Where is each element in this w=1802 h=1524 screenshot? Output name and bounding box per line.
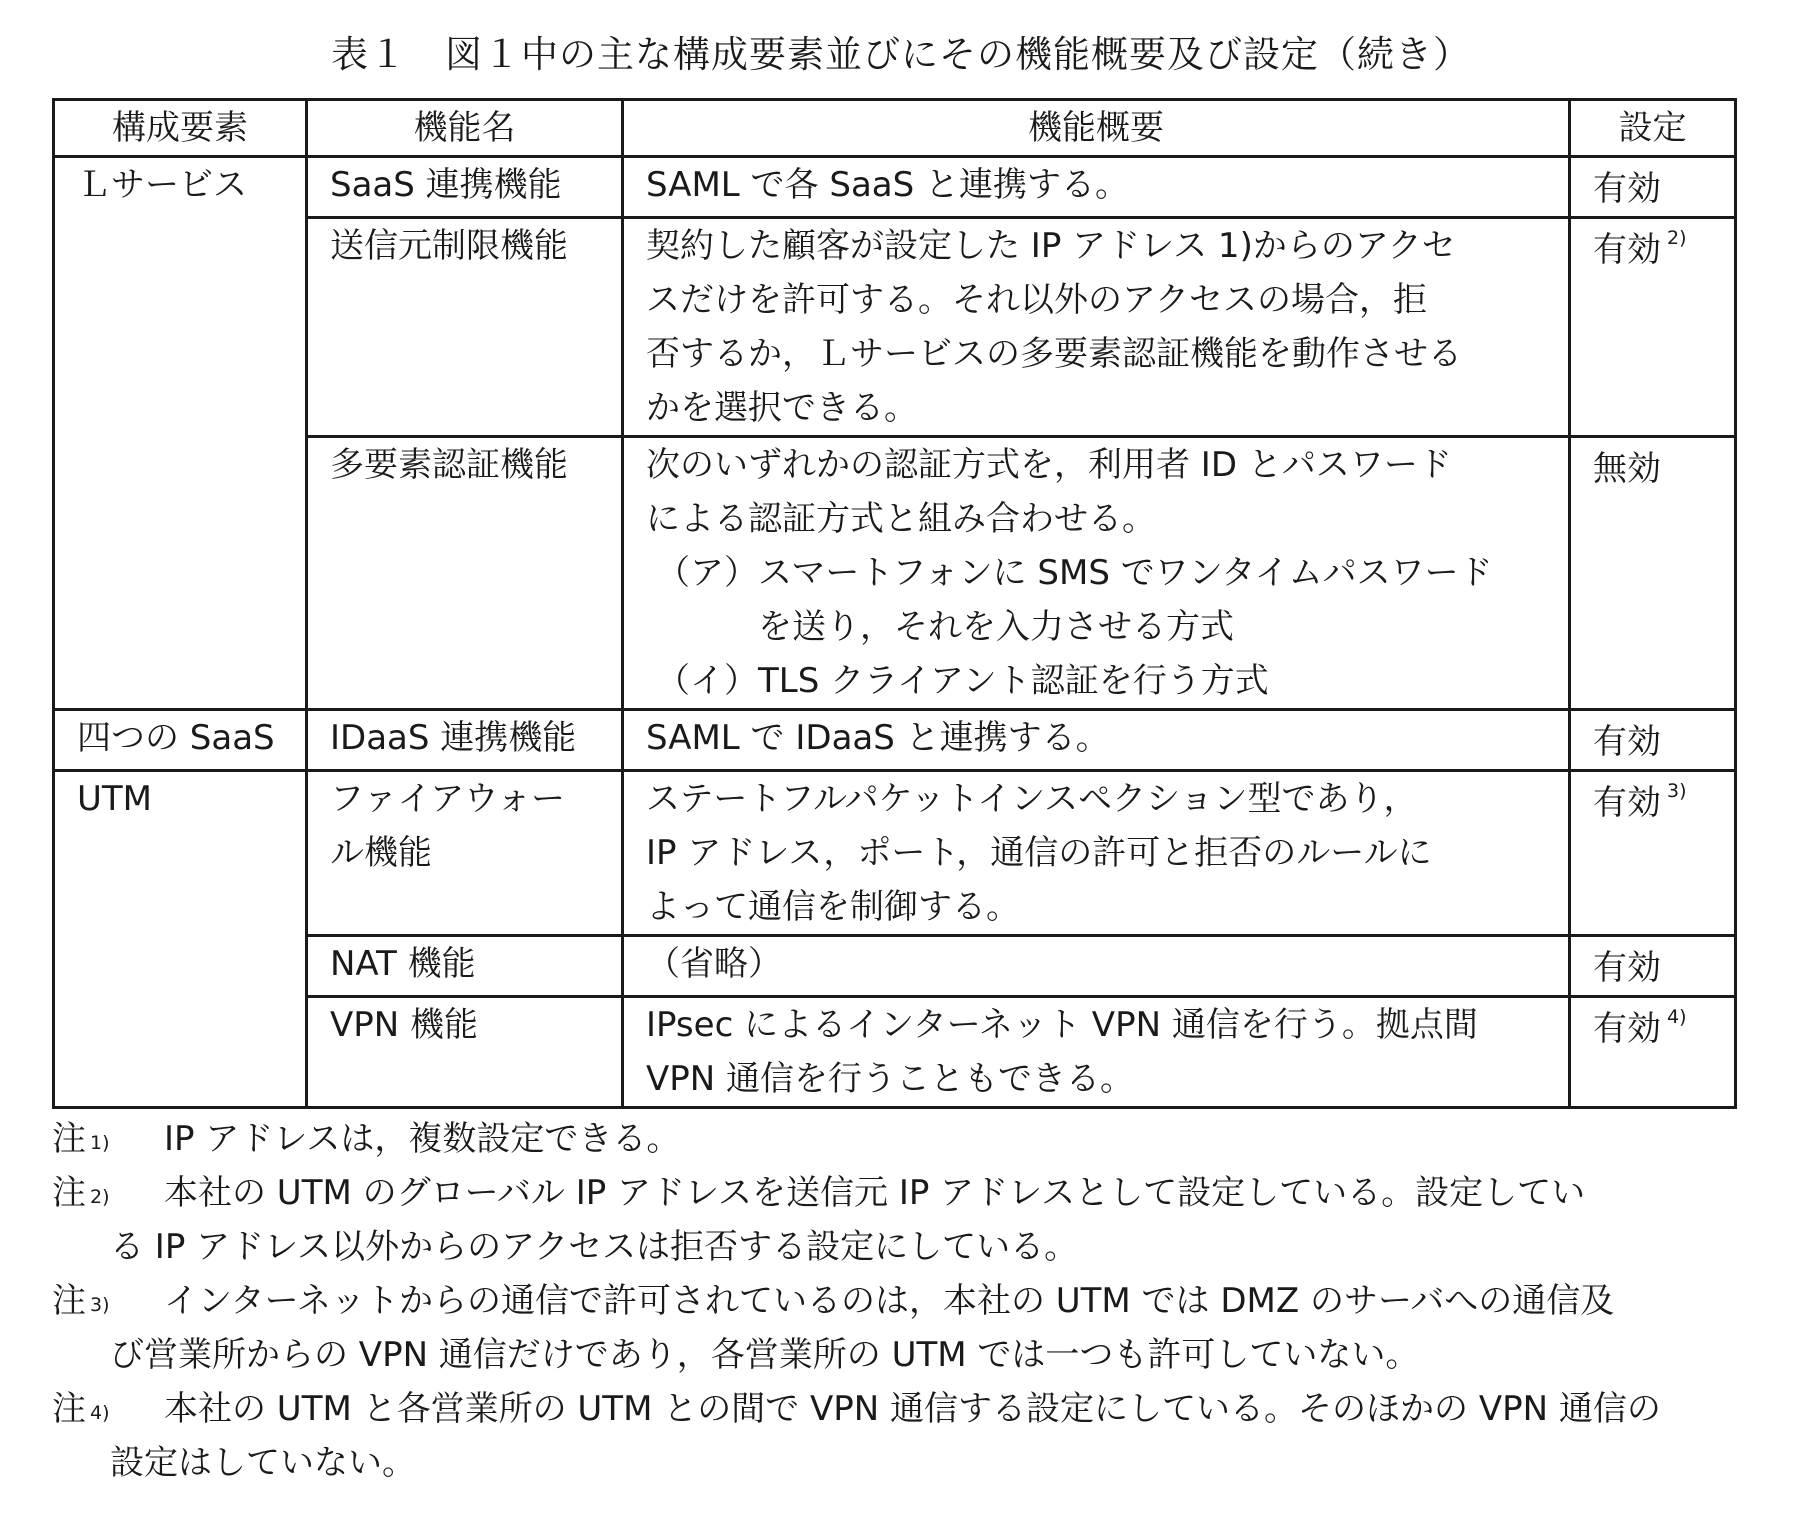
footnote-line: る IP アドレス以外からのアクセスは拒否する設定にしている。 bbox=[110, 1227, 1079, 1267]
note-reference: 2) bbox=[1667, 227, 1687, 249]
setting-value: 有効 bbox=[1593, 948, 1661, 988]
component-cell: UTM bbox=[54, 771, 307, 1108]
footnote bbox=[52, 1274, 1742, 1382]
footnote-line: 設定はしていない。 bbox=[110, 1443, 416, 1483]
header-component: 構成要素 bbox=[54, 100, 307, 157]
summary-cell bbox=[623, 157, 1570, 218]
summary-line: （省略） bbox=[646, 944, 782, 984]
table-row bbox=[54, 157, 1736, 218]
summary-line: IPsec によるインターネット VPN 通信を行う。拠点間 bbox=[646, 1005, 1478, 1045]
summary-cell bbox=[623, 997, 1570, 1108]
setting-cell bbox=[1570, 936, 1736, 997]
footnote-text: IP アドレスは，複数設定できる。 bbox=[164, 1119, 681, 1159]
component-cell: Ｌサービス bbox=[54, 157, 307, 710]
note-reference: 3) bbox=[1667, 780, 1687, 802]
footnote-number: 3) bbox=[90, 1294, 110, 1316]
auth-method-item: （イ）TLS クライアント認証を行う方式 bbox=[656, 661, 1269, 701]
function-name-cell bbox=[307, 771, 623, 936]
footnote bbox=[52, 1166, 1742, 1274]
summary-line: スだけを許可する。それ以外のアクセスの場合，拒 bbox=[646, 280, 1427, 320]
summary-line: による認証方式と組み合わせる。 bbox=[646, 499, 1156, 539]
summary-line: IP アドレス，ポート，通信の許可と拒否のルールに bbox=[646, 833, 1432, 873]
summary-cell bbox=[623, 936, 1570, 997]
footnote-line bbox=[52, 1274, 1742, 1328]
function-name-line: NAT 機能 bbox=[330, 944, 476, 984]
footnote-label: 注 bbox=[52, 1119, 86, 1159]
footnote-number: 1) bbox=[90, 1132, 110, 1154]
setting-cell bbox=[1570, 157, 1736, 218]
footnote-label: 注 bbox=[52, 1389, 86, 1429]
setting-value: 無効 bbox=[1593, 449, 1661, 489]
footnote bbox=[52, 1112, 1742, 1166]
summary-cell bbox=[623, 771, 1570, 936]
footnote-mark bbox=[52, 1112, 164, 1166]
summary-line: よって通信を制御する。 bbox=[646, 887, 1020, 927]
table-row bbox=[54, 936, 1736, 997]
summary-line: 契約した顧客が設定した IP アドレス 1)からのアクセ bbox=[646, 226, 1456, 266]
component-function-table bbox=[52, 98, 1737, 1109]
function-name-cell bbox=[307, 437, 623, 710]
summary-line: 次のいずれかの認証方式を，利用者 ID とパスワード bbox=[646, 445, 1452, 485]
footnote-number: 4) bbox=[90, 1402, 110, 1424]
table-row bbox=[54, 997, 1736, 1108]
setting-value: 有効 bbox=[1593, 783, 1661, 823]
table-header-row bbox=[54, 100, 1736, 157]
function-name-line: VPN 機能 bbox=[330, 1005, 479, 1045]
table-row bbox=[54, 218, 1736, 437]
summary-line: かを選択できる。 bbox=[646, 388, 918, 428]
footnote-number: 2) bbox=[90, 1186, 110, 1208]
summary-line: SAML で各 SaaS と連携する。 bbox=[646, 165, 1130, 205]
setting-cell bbox=[1570, 997, 1736, 1108]
footnote-mark bbox=[52, 1382, 164, 1436]
function-name-cell bbox=[307, 157, 623, 218]
function-name-line: SaaS 連携機能 bbox=[330, 165, 562, 205]
footnote-line bbox=[52, 1112, 1742, 1166]
footnote-line: び営業所からの VPN 通信だけであり，各営業所の UTM では一つも許可していない。 bbox=[110, 1335, 1420, 1375]
table-title: 表１ 図１中の主な構成要素並びにその機能概要及び設定（続き） bbox=[331, 33, 1471, 76]
summary-line: ステートフルパケットインスペクション型であり， bbox=[646, 779, 1418, 819]
function-name-cell bbox=[307, 710, 623, 771]
function-name-line: ル機能 bbox=[330, 833, 432, 873]
footnote-label: 注 bbox=[52, 1281, 86, 1321]
function-name-cell bbox=[307, 218, 623, 437]
table-row bbox=[54, 437, 1736, 710]
function-name-line: 多要素認証機能 bbox=[330, 445, 568, 485]
summary-cell bbox=[623, 218, 1570, 437]
setting-value: 有効 bbox=[1593, 722, 1661, 762]
footnote-text: インターネットからの通信で許可されているのは，本社の UTM では DMZ のサーバへの通信及 bbox=[164, 1281, 1615, 1321]
footnote-mark bbox=[52, 1166, 164, 1220]
function-name-line: IDaaS 連携機能 bbox=[330, 718, 577, 758]
function-name-cell bbox=[307, 997, 623, 1108]
table-row bbox=[54, 710, 1736, 771]
summary-line: 否するか，Ｌサービスの多要素認証機能を動作させる bbox=[646, 334, 1462, 374]
setting-cell bbox=[1570, 437, 1736, 710]
footnote-text: 本社の UTM と各営業所の UTM との間で VPN 通信する設定にしている。そのほかの VPN 通信の bbox=[164, 1389, 1661, 1429]
header-setting: 設定 bbox=[1570, 100, 1736, 157]
footnote-label: 注 bbox=[52, 1173, 86, 1213]
setting-cell bbox=[1570, 710, 1736, 771]
note-reference: 4) bbox=[1667, 1006, 1687, 1028]
setting-cell bbox=[1570, 218, 1736, 437]
setting-cell bbox=[1570, 771, 1736, 936]
footnote-line bbox=[52, 1166, 1742, 1220]
function-name-cell bbox=[307, 936, 623, 997]
function-name-line: 送信元制限機能 bbox=[330, 226, 568, 266]
footnote bbox=[52, 1382, 1742, 1490]
function-name-line: ファイアウォー bbox=[330, 779, 565, 819]
summary-line: VPN 通信を行うこともできる。 bbox=[646, 1059, 1135, 1099]
setting-value: 有効 bbox=[1593, 1009, 1661, 1049]
table-row bbox=[54, 771, 1736, 936]
footnote-mark bbox=[52, 1274, 164, 1328]
auth-method-item: （ア）スマートフォンに SMS でワンタイムパスワード bbox=[656, 553, 1493, 593]
footnote-text: 本社の UTM のグローバル IP アドレスを送信元 IP アドレスとして設定している。設定してい bbox=[164, 1173, 1586, 1213]
auth-method-item-continuation: を送り，それを入力させる方式 bbox=[758, 607, 1234, 647]
setting-value: 有効 bbox=[1593, 169, 1661, 209]
footnotes bbox=[52, 1112, 1742, 1490]
summary-line: SAML で IDaaS と連携する。 bbox=[646, 718, 1110, 758]
component-cell: 四つの SaaS bbox=[54, 710, 307, 771]
summary-cell bbox=[623, 437, 1570, 710]
header-function-name: 機能名 bbox=[307, 100, 623, 157]
footnote-line bbox=[52, 1382, 1742, 1436]
setting-value: 有効 bbox=[1593, 230, 1661, 270]
summary-cell bbox=[623, 710, 1570, 771]
header-summary: 機能概要 bbox=[623, 100, 1570, 157]
